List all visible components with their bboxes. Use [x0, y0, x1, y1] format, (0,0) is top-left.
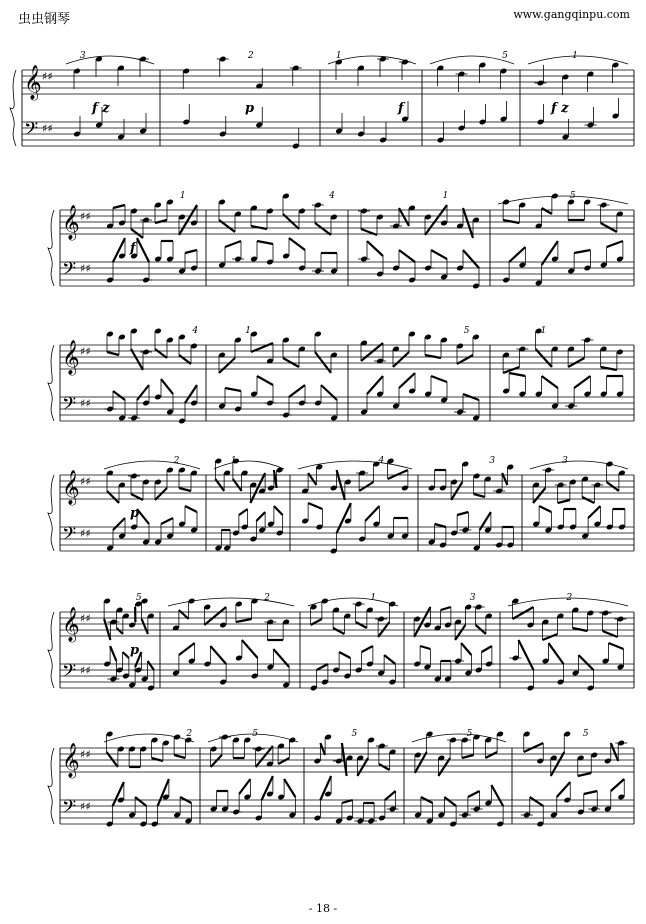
brace	[48, 475, 54, 551]
note-group	[106, 731, 192, 767]
note-group	[512, 598, 627, 640]
fingering-mark: 5	[135, 593, 142, 603]
fingering-mark: 2	[566, 593, 573, 603]
fingering-mark: 3	[562, 456, 568, 466]
fingering-mark: 5	[463, 326, 470, 336]
key-signature-icon: ♯♯	[80, 397, 91, 410]
key-signature-icon: ♯♯	[80, 262, 91, 275]
treble-clef-icon: 𝄞	[62, 340, 80, 375]
dynamic-marking: p	[245, 101, 255, 116]
note-group	[103, 598, 154, 640]
bass-staff	[60, 394, 634, 421]
key-signature-icon: ♯♯	[80, 210, 91, 223]
note-group	[182, 104, 299, 149]
note-group	[218, 376, 338, 421]
dynamic-marking: p	[130, 506, 140, 521]
note-group	[335, 56, 411, 86]
note-group	[413, 643, 495, 682]
fingering-mark: 5	[351, 729, 358, 739]
note-group	[532, 461, 625, 503]
key-signature-icon: ♯♯	[42, 70, 53, 83]
note-group	[215, 506, 284, 551]
treble-staff	[60, 340, 634, 376]
note-group	[301, 503, 408, 554]
note-group	[532, 506, 625, 539]
note-group	[413, 604, 492, 640]
key-signature-icon: ♯♯	[80, 345, 91, 358]
note-group	[502, 328, 623, 373]
note-group	[104, 379, 198, 424]
fingering-mark: 5	[252, 729, 259, 739]
slur	[104, 734, 194, 742]
brace	[48, 210, 54, 286]
fingering-mark: 3	[489, 456, 496, 466]
fingering-mark: 1	[179, 191, 186, 201]
fingering-mark: 4	[329, 191, 335, 201]
key-signature-icon: ♯♯	[80, 612, 91, 625]
brace	[10, 70, 16, 146]
fingering-mark: 1	[572, 51, 578, 61]
slur	[214, 461, 284, 469]
slur	[412, 734, 506, 742]
note-group	[502, 193, 623, 232]
fingering-mark: 2	[186, 729, 193, 739]
note-group	[535, 62, 620, 95]
fingering-mark: 2	[173, 456, 180, 466]
note-group	[218, 238, 338, 274]
fingering-mark: 5	[569, 191, 576, 201]
note-group	[310, 646, 396, 691]
slur	[530, 461, 628, 469]
note-group	[310, 598, 396, 637]
treble-staff	[60, 470, 634, 506]
note-group	[106, 238, 198, 283]
slur	[298, 461, 412, 469]
note-group	[182, 56, 301, 90]
fingering-mark: 3	[469, 593, 476, 603]
slur	[168, 598, 294, 606]
key-signature-icon: ♯♯	[80, 475, 91, 488]
note-group	[106, 467, 198, 503]
treble-clef-icon: 𝄞	[62, 205, 80, 240]
note-group	[314, 734, 397, 776]
note-group	[210, 776, 296, 821]
note-group	[360, 331, 480, 367]
fingering-mark: 1	[245, 326, 251, 336]
fingering-mark: 5	[466, 729, 473, 739]
key-signature-icon: ♯♯	[42, 122, 53, 135]
bass-clef-icon: 𝄢	[62, 661, 77, 686]
note-group	[358, 241, 480, 289]
note-group	[301, 458, 408, 500]
note-group	[502, 241, 623, 286]
slur	[528, 56, 628, 64]
fingering-mark: 1	[442, 191, 449, 201]
dynamic-marking: f z	[92, 101, 110, 116]
treble-clef-icon: 𝄞	[62, 743, 80, 778]
fingering-mark: 1	[370, 593, 377, 603]
music-system	[10, 51, 634, 149]
note-group	[521, 779, 625, 827]
note-group	[106, 506, 198, 551]
note-group	[428, 512, 514, 551]
fingering-mark: 3	[79, 51, 86, 61]
note-group	[523, 731, 627, 776]
note-group	[106, 328, 198, 370]
note-group	[106, 779, 192, 827]
key-signature-icon: ♯♯	[80, 800, 91, 813]
note-group	[218, 331, 338, 373]
note-group	[103, 646, 154, 691]
dynamic-marking: f	[130, 241, 136, 256]
key-signature-icon: ♯♯	[80, 748, 91, 761]
brace	[48, 748, 54, 824]
dynamic-marking: f z	[551, 101, 569, 116]
bass-clef-icon: 𝄢	[62, 524, 77, 549]
note-group	[510, 640, 625, 691]
key-signature-icon: ♯♯	[80, 664, 91, 677]
fingering-mark: 2	[247, 51, 254, 61]
note-group	[172, 598, 290, 640]
note-group	[106, 199, 198, 238]
slur	[498, 196, 628, 204]
music-system	[48, 729, 634, 827]
bass-clef-icon: 𝄢	[62, 797, 77, 822]
site-name: 虫虫钢琴	[18, 12, 71, 27]
note-group	[73, 107, 147, 140]
fingering-mark: 1	[335, 51, 342, 61]
music-system	[48, 456, 634, 554]
fingering-mark: 5	[502, 51, 508, 61]
music-system	[48, 326, 634, 424]
brace	[48, 612, 54, 688]
brace	[48, 345, 54, 421]
music-system	[48, 593, 634, 691]
page-number: - 18 -	[308, 902, 338, 915]
bass-clef-icon: 𝄢	[24, 119, 39, 144]
fingering-mark: 4	[192, 326, 199, 336]
note-group	[502, 373, 623, 409]
dynamic-marking: p	[130, 643, 140, 658]
note-group	[437, 62, 508, 92]
treble-clef-icon: 𝄞	[24, 65, 42, 100]
bass-clef-icon: 𝄢	[62, 259, 77, 284]
note-group	[428, 461, 514, 500]
slur	[104, 461, 200, 469]
fingering-mark: 1	[230, 456, 237, 466]
treble-clef-icon: 𝄞	[62, 470, 80, 505]
fingering-mark: 1	[540, 326, 547, 336]
fingering-mark: 2	[264, 593, 270, 603]
dynamic-marking: f	[398, 101, 404, 116]
fingering-mark: 4	[378, 456, 385, 466]
note-group	[218, 193, 338, 235]
fingering-mark: 5	[582, 729, 589, 739]
bass-clef-icon: 𝄢	[62, 394, 77, 419]
site-url: www.gangqinpu.com	[513, 8, 630, 21]
key-signature-icon: ♯♯	[80, 527, 91, 540]
treble-clef-icon: 𝄞	[62, 607, 80, 642]
music-system	[48, 191, 634, 289]
